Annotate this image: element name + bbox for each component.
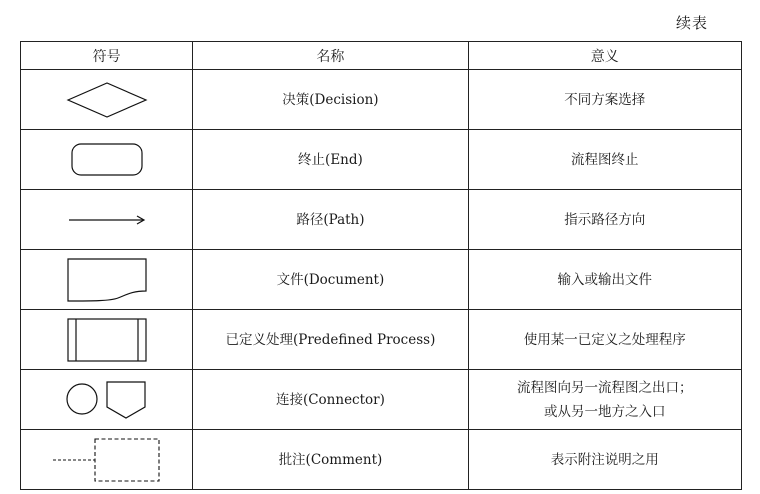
name-cell: 连接(Connector): [193, 370, 468, 430]
table-row: [21, 130, 742, 190]
flowchart-symbol-table: [20, 41, 742, 490]
name-cell: 终止(End): [193, 130, 468, 190]
symbol-cell: [21, 250, 193, 310]
meaning-cell: [468, 430, 741, 490]
header-meaning: 意义: [468, 42, 741, 70]
symbol-cell: [21, 130, 193, 190]
meaning-line: 指示路径方向: [564, 211, 646, 228]
arrow-right-icon: [67, 213, 147, 227]
symbol-cell: [21, 190, 193, 250]
meaning-line: 流程图向另一流程图之出口；: [517, 379, 693, 396]
comment-icon: [51, 437, 163, 483]
connector-icon: [65, 379, 149, 421]
name-cell: 批注(Comment): [193, 430, 468, 490]
table-row: [21, 310, 742, 370]
meaning-cell: [468, 70, 741, 130]
table-row: [21, 190, 742, 250]
header-name: 名称: [193, 42, 468, 70]
meaning-line: 表示附注说明之用: [550, 451, 659, 468]
predefined-process-icon: [66, 317, 148, 363]
symbol-cell: [21, 70, 193, 130]
rounded-rectangle-icon: [70, 142, 144, 178]
table-row: [21, 370, 742, 430]
table-row: [21, 430, 742, 490]
symbol-cell: [21, 310, 193, 370]
meaning-line: 输入或输出文件: [557, 271, 653, 288]
meaning-cell: [468, 310, 741, 370]
meaning-cell: [468, 130, 741, 190]
meaning-cell: [468, 190, 741, 250]
meaning-cell: [468, 250, 741, 310]
symbol-cell: [21, 370, 193, 430]
meaning-line: 使用某一已定义之处理程序: [523, 331, 686, 348]
header-symbol: 符号: [21, 42, 193, 70]
name-cell: 决策(Decision): [193, 70, 468, 130]
name-cell: 路径(Path): [193, 190, 468, 250]
meaning-line: 或从另一地方之入口: [544, 403, 666, 420]
symbol-cell: [21, 430, 193, 490]
meaning-cell: [468, 370, 741, 430]
name-cell: 已定义处理(Predefined Process): [193, 310, 468, 370]
diamond-icon: [65, 80, 149, 120]
name-cell: 文件(Document): [193, 250, 468, 310]
document-icon: [66, 257, 148, 303]
table-row: [21, 70, 742, 130]
table-header-row: [21, 42, 742, 70]
continued-caption: 续表: [675, 14, 708, 32]
meaning-line: 不同方案选择: [564, 91, 646, 108]
meaning-line: 流程图终止: [571, 151, 639, 168]
table-row: [21, 250, 742, 310]
